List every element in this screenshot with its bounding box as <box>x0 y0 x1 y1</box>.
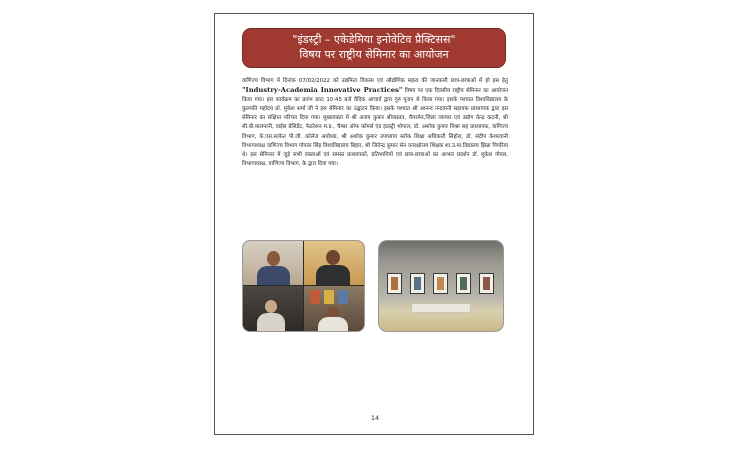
title-line-2: विषय पर राष्ट्रीय सेमिनार का आयोजन <box>299 48 449 61</box>
participant-tile-3 <box>243 286 303 331</box>
body-rest: विषय पर एक दिवसीय राष्ट्रीय सेमिनार का आयोजन किया गया। इस कार्यक्रम का प्रारंभ प्रातः 10:45 बजे वैदिक आचार्य द्वारा गुरु पूजन से किया गया। इसके पश्चात विश्वविद्यालय के कुलपति महोदय प्रो. मुकेश शर्मा जी ने इस सेमिनार का उद्घाटन किया। इसके पश्चात श्री आनन्द नन्दवानी सहायक प्राध्यापक द्वारा इस सेमिनार का संक्षिप्त परिचय दिया गया। मुख्यवक्ता में श्री अजय कुमार श्रीवास्तव, चैयरमेन,जिला व्यापार एवं उद्योग केन्द्र कटनी, श्री सी.बी.मालपानी, वाईस प्रेसिडेंट, फेडरेशन म.प्र., चैम्बर ऑफ कॉमर्स एंड इंडस्ट्री भोपाल, डॉ. अशोक कुमार मिश्रा सह प्राध्यापक, वाणिज्य विभाग, के.एस.साकेत पी.जी. कॉलेज अयोध्या, श्री अशोक कुमार उपाध्याय ब्लॉक शिक्षा अधिकारी सिहोरा, डॉ. संदीप केशरवानी विभागाध्यक्ष वाणिज्य विभाग गोपाल सिंह विश्वविद्यालय बिहार, श्री जितेन्द्र कुमार सेन वनरक्षोत्तम शिक्षक शा.उ.मा.विद्यालय झिन्ना पिपरिया थे। इस सेमिनार में जुड़े सभी वक्ताओं एवं समस्त प्राध्यापकों, प्रतिभागियों एवं छात्र-छात्राओं का आभार प्रदर्शन डॉ. मुकेश गोयल, विभागाध्यक्ष, वाणिज्य विभाग, के द्वारा दिया गया। <box>242 88 508 167</box>
page-number: 14 <box>370 414 380 422</box>
gallery-frame-2 <box>410 273 425 294</box>
gallery-photo <box>378 240 504 332</box>
gallery-frame-5 <box>479 273 494 294</box>
gallery-bench <box>411 303 471 313</box>
document-page <box>214 13 534 435</box>
seminar-topic: "Industry-Academia Innovative Practices" <box>242 86 403 95</box>
participant-tile-2 <box>304 241 364 285</box>
gallery-frame-1 <box>387 273 402 294</box>
title-banner <box>242 28 506 68</box>
body-paragraph <box>242 77 508 169</box>
gallery-frame-4 <box>456 273 471 294</box>
gallery-frame-3 <box>433 273 448 294</box>
participant-tile-1 <box>243 241 303 285</box>
video-meeting-photo <box>242 240 365 332</box>
title-line-1: "इंडस्ट्री – एकेडेमिया इनोवेटिव प्रैक्टिसस" <box>292 33 456 46</box>
body-intro: वाणिज्य विभाग में दिनांक 07/02/2022 को उद्यमिता विकास एवं औद्योगिक महत्व की जानकारी छात्र-छात्राओं में हो इस हेतु <box>242 78 508 84</box>
participant-tile-4 <box>304 286 364 331</box>
